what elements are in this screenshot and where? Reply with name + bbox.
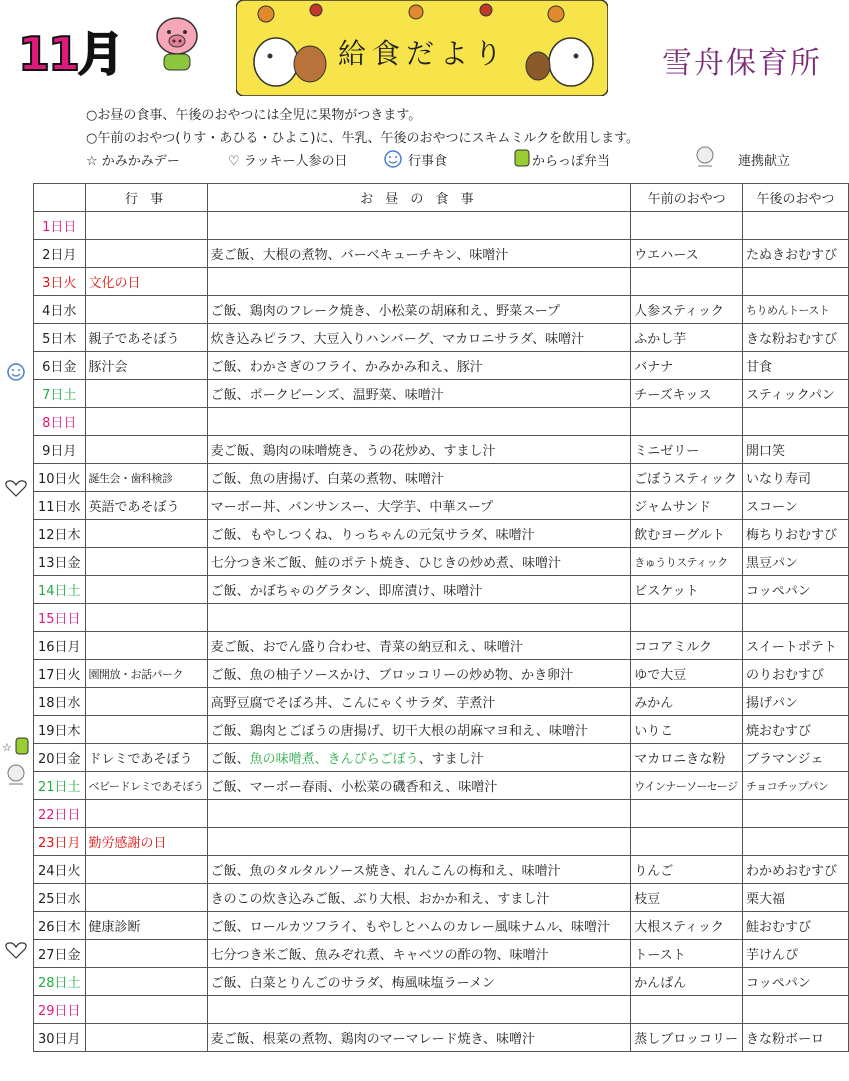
- event-cell: [85, 968, 207, 996]
- table-row: [34, 464, 849, 492]
- linked-menu-icon: [0, 762, 33, 788]
- lunch-cell: [207, 212, 631, 240]
- event-cell: 園開放・お話パーク: [85, 660, 207, 688]
- event-cell: ドレミであそぼう: [85, 744, 207, 772]
- am-snack-cell: ゆで大豆: [631, 660, 743, 688]
- am-snack-cell: マカロニきな粉: [631, 744, 743, 772]
- legend-lucky: ♡ ラッキー人参の日: [228, 154, 348, 169]
- pm-snack-cell: スコーン: [742, 492, 848, 520]
- legend-event-meal: 行事食: [408, 154, 448, 169]
- date-cell: 8日日: [34, 408, 86, 436]
- pm-snack-cell: 栗大福: [742, 884, 848, 912]
- event-cell: 英語であそぼう: [85, 492, 207, 520]
- date-cell: 4日水: [34, 296, 86, 324]
- pm-snack-cell: ブラマンジェ: [742, 744, 848, 772]
- event-cell: 誕生会・歯科検診: [85, 464, 207, 492]
- column-header-date: [34, 184, 86, 212]
- lunch-cell: 麦ご飯、おでん盛り合わせ、青菜の納豆和え、味噌汁: [207, 632, 631, 660]
- date-cell: 22日日: [34, 800, 86, 828]
- table-header-row: [34, 184, 849, 212]
- table-row: [34, 380, 849, 408]
- table-row: [34, 576, 849, 604]
- lunch-cell: ご飯、魚の唐揚げ、白菜の煮物、味噌汁: [207, 464, 631, 492]
- pig-mascot-icon: [150, 14, 204, 74]
- pm-snack-cell: いなり寿司: [742, 464, 848, 492]
- table-row: [34, 828, 849, 856]
- pm-snack-cell: コッペパン: [742, 968, 848, 996]
- date-cell: 3日火: [34, 268, 86, 296]
- page-header: [0, 0, 849, 100]
- lunch-cell: [207, 744, 631, 772]
- pm-snack-cell: 揚げパン: [742, 688, 848, 716]
- date-cell: 26日木: [34, 912, 86, 940]
- table-row: [34, 212, 849, 240]
- event-cell: [85, 576, 207, 604]
- pm-snack-cell: 鮭おむすび: [742, 912, 848, 940]
- pm-snack-cell: 芋けんぴ: [742, 940, 848, 968]
- lunch-text: 、すまし汁: [418, 752, 484, 767]
- am-snack-cell: [631, 604, 743, 632]
- table-row: [34, 296, 849, 324]
- lunch-cell: ご飯、鶏肉とごぼうの唐揚げ、切干大根の胡麻マヨ和え、味噌汁: [207, 716, 631, 744]
- lunchbox-icon: [514, 148, 530, 168]
- am-snack-cell: ミニゼリー: [631, 436, 743, 464]
- pm-snack-cell: [742, 800, 848, 828]
- lunch-cell: 麦ご飯、鶏肉の味噌焼き、うの花炒め、すまし汁: [207, 436, 631, 464]
- lunch-cell: 七分つき米ご飯、魚みぞれ煮、キャベツの酢の物、味噌汁: [207, 940, 631, 968]
- column-header-pm-snack: 午後のおやつ: [742, 184, 848, 212]
- legend-kamikami: ☆ かみかみデー: [86, 154, 180, 169]
- table-row: [34, 884, 849, 912]
- am-snack-cell: ウインナーソーセージ: [631, 772, 743, 800]
- am-snack-cell: ココアミルク: [631, 632, 743, 660]
- lunch-cell: ご飯、鶏肉のフレーク焼き、小松菜の胡麻和え、野菜スープ: [207, 296, 631, 324]
- am-snack-cell: いりこ: [631, 716, 743, 744]
- lunch-cell: きのこの炊き込みご飯、ぶり大根、おかか和え、すまし汁: [207, 884, 631, 912]
- event-cell: [85, 380, 207, 408]
- lunch-text: 魚の味噌煮、きんぴらごぼう: [249, 752, 419, 767]
- legend-linked: 連携献立: [738, 154, 791, 169]
- am-snack-cell: チーズキッス: [631, 380, 743, 408]
- date-cell: 12日木: [34, 520, 86, 548]
- column-header-am-snack: 午前のおやつ: [631, 184, 743, 212]
- lunch-cell: ご飯、かぼちゃのグラタン、即席漬け、味噌汁: [207, 576, 631, 604]
- svg-text:☆: ☆: [2, 741, 12, 754]
- am-snack-cell: ビスケット: [631, 576, 743, 604]
- pm-snack-cell: ちりめんトースト: [742, 296, 848, 324]
- table-row: [34, 436, 849, 464]
- column-header-event: 行 事: [85, 184, 207, 212]
- pm-snack-cell: 甘食: [742, 352, 848, 380]
- date-cell: 20日金: [34, 744, 86, 772]
- date-cell: 27日金: [34, 940, 86, 968]
- pm-snack-cell: [742, 996, 848, 1024]
- date-cell: 19日木: [34, 716, 86, 744]
- menu-table: [33, 183, 849, 1052]
- notes: [86, 104, 639, 150]
- pm-snack-cell: [742, 268, 848, 296]
- lunch-cell: [207, 268, 631, 296]
- date-cell: 16日月: [34, 632, 86, 660]
- table-row: [34, 772, 849, 800]
- lunch-cell: ご飯、白菜とりんごのサラダ、梅風味塩ラーメン: [207, 968, 631, 996]
- am-snack-cell: 大根スティック: [631, 912, 743, 940]
- table-row: [34, 800, 849, 828]
- date-cell: 6日金: [34, 352, 86, 380]
- event-cell: [85, 1024, 207, 1052]
- pm-snack-cell: チョコチップパン: [742, 772, 848, 800]
- lunch-cell: 高野豆腐でそぼろ丼、こんにゃくサラダ、芋煮汁: [207, 688, 631, 716]
- date-cell: 24日火: [34, 856, 86, 884]
- table-row: [34, 996, 849, 1024]
- am-snack-cell: ウエハース: [631, 240, 743, 268]
- date-cell: 17日火: [34, 660, 86, 688]
- table-row: [34, 604, 849, 632]
- am-snack-cell: トースト: [631, 940, 743, 968]
- event-cell: [85, 436, 207, 464]
- note-line: ○お昼の食事、午後のおやつには全児に果物がつきます。: [86, 108, 422, 123]
- lunch-cell: ご飯、ロールカツフライ、もやしとハムのカレー風味ナムル、味噌汁: [207, 912, 631, 940]
- lunch-cell: [207, 996, 631, 1024]
- note-line: ○午前のおやつ(りす・あひる・ひよこ)に、牛乳、午後のおやつにスキムミルクを飲用します。: [86, 131, 640, 146]
- date-cell: 10日火: [34, 464, 86, 492]
- table-row: [34, 688, 849, 716]
- legend: [86, 148, 806, 170]
- lunch-cell: ご飯、魚の柚子ソースかけ、ブロッコリーの炒め物、かき卵汁: [207, 660, 631, 688]
- table-row: [34, 632, 849, 660]
- pm-snack-cell: スイートポテト: [742, 632, 848, 660]
- table-row: [34, 856, 849, 884]
- date-cell: 25日水: [34, 884, 86, 912]
- heart-icon: [0, 478, 33, 498]
- am-snack-cell: ふかし芋: [631, 324, 743, 352]
- lunch-text: ご飯、: [210, 752, 250, 767]
- event-cell: [85, 408, 207, 436]
- table-row: [34, 1024, 849, 1052]
- am-snack-cell: [631, 212, 743, 240]
- am-snack-cell: [631, 408, 743, 436]
- table-row: [34, 912, 849, 940]
- event-cell: [85, 884, 207, 912]
- lunch-cell: 麦ご飯、根菜の煮物、鶏肉のマーマレード焼き、味噌汁: [207, 1024, 631, 1052]
- event-cell: [85, 548, 207, 576]
- event-cell: [85, 212, 207, 240]
- date-cell: 2日月: [34, 240, 86, 268]
- pm-snack-cell: スティックパン: [742, 380, 848, 408]
- date-cell: 7日土: [34, 380, 86, 408]
- date-cell: 28日土: [34, 968, 86, 996]
- legend-bento: からっぽ弁当: [532, 154, 611, 169]
- pm-snack-cell: [742, 604, 848, 632]
- table-row: [34, 352, 849, 380]
- date-cell: 14日土: [34, 576, 86, 604]
- event-cell: [85, 940, 207, 968]
- pm-snack-cell: のりおむすび: [742, 660, 848, 688]
- date-cell: 15日日: [34, 604, 86, 632]
- star-lunchbox-icon: [0, 736, 33, 756]
- table-row: [34, 968, 849, 996]
- lunch-cell: ご飯、マーボー春雨、小松菜の磯香和え、味噌汁: [207, 772, 631, 800]
- pm-snack-cell: きな粉ボーロ: [742, 1024, 848, 1052]
- pm-snack-cell: たぬきおむすび: [742, 240, 848, 268]
- event-cell: [85, 688, 207, 716]
- date-cell: 1日日: [34, 212, 86, 240]
- am-snack-cell: バナナ: [631, 352, 743, 380]
- lunch-cell: [207, 604, 631, 632]
- table-row: [34, 548, 849, 576]
- lunch-cell: ご飯、ポークビーンズ、温野菜、味噌汁: [207, 380, 631, 408]
- pm-snack-cell: [742, 212, 848, 240]
- date-cell: 9日月: [34, 436, 86, 464]
- am-snack-cell: [631, 800, 743, 828]
- school-name: 雪舟保育所: [662, 46, 822, 81]
- lunch-cell: [207, 408, 631, 436]
- event-cell: [85, 296, 207, 324]
- pm-snack-cell: 黒豆パン: [742, 548, 848, 576]
- table-row: [34, 324, 849, 352]
- month-title: 11月: [18, 27, 123, 81]
- date-cell: 30日月: [34, 1024, 86, 1052]
- pm-snack-cell: 焼おむすび: [742, 716, 848, 744]
- table-row: [34, 268, 849, 296]
- smiley-icon: [384, 150, 402, 168]
- event-cell: ベビードレミであそぼう: [85, 772, 207, 800]
- table-row: [34, 408, 849, 436]
- am-snack-cell: ごぼうスティック: [631, 464, 743, 492]
- event-cell: [85, 856, 207, 884]
- am-snack-cell: みかん: [631, 688, 743, 716]
- lunch-cell: [207, 800, 631, 828]
- event-cell: [85, 240, 207, 268]
- lunch-cell: ご飯、わかさぎのフライ、かみかみ和え、豚汁: [207, 352, 631, 380]
- table-row: [34, 240, 849, 268]
- heart-icon: [0, 940, 33, 960]
- pm-snack-cell: [742, 408, 848, 436]
- lunch-cell: 麦ご飯、大根の煮物、バーベキューチキン、味噌汁: [207, 240, 631, 268]
- pm-snack-cell: [742, 828, 848, 856]
- am-snack-cell: [631, 268, 743, 296]
- am-snack-cell: ジャムサンド: [631, 492, 743, 520]
- date-cell: 23日月: [34, 828, 86, 856]
- smiley-icon: [0, 362, 33, 382]
- table-row: [34, 940, 849, 968]
- am-snack-cell: 蒸しブロッコリー: [631, 1024, 743, 1052]
- table-row: [34, 716, 849, 744]
- event-cell: [85, 996, 207, 1024]
- date-cell: 13日金: [34, 548, 86, 576]
- lunch-cell: 七分つき米ご飯、鮭のポテト焼き、ひじきの炒め煮、味噌汁: [207, 548, 631, 576]
- event-cell: [85, 632, 207, 660]
- table-row: [34, 520, 849, 548]
- linked-menu-icon: [692, 144, 718, 170]
- event-cell: 文化の日: [85, 268, 207, 296]
- date-cell: 11日水: [34, 492, 86, 520]
- event-cell: 豚汁会: [85, 352, 207, 380]
- event-cell: [85, 520, 207, 548]
- am-snack-cell: 枝豆: [631, 884, 743, 912]
- event-cell: 健康診断: [85, 912, 207, 940]
- event-cell: [85, 716, 207, 744]
- lunch-cell: 炊き込みピラフ、大豆入りハンバーグ、マカロニサラダ、味噌汁: [207, 324, 631, 352]
- table-row: [34, 492, 849, 520]
- event-cell: [85, 800, 207, 828]
- pm-snack-cell: 梅ちりおむすび: [742, 520, 848, 548]
- pm-snack-cell: コッペパン: [742, 576, 848, 604]
- am-snack-cell: 人参スティック: [631, 296, 743, 324]
- am-snack-cell: [631, 996, 743, 1024]
- event-cell: [85, 604, 207, 632]
- date-cell: 21日土: [34, 772, 86, 800]
- event-cell: 勤労感謝の日: [85, 828, 207, 856]
- date-cell: 5日木: [34, 324, 86, 352]
- pm-snack-cell: わかめおむすび: [742, 856, 848, 884]
- lunch-cell: ご飯、魚のタルタルソース焼き、れんこんの梅和え、味噌汁: [207, 856, 631, 884]
- pm-snack-cell: 開口笑: [742, 436, 848, 464]
- lunch-cell: ご飯、もやしつくね、りっちゃんの元気サラダ、味噌汁: [207, 520, 631, 548]
- event-cell: 親子であそぼう: [85, 324, 207, 352]
- date-cell: 18日水: [34, 688, 86, 716]
- am-snack-cell: りんご: [631, 856, 743, 884]
- table-row: [34, 660, 849, 688]
- am-snack-cell: かんぱん: [631, 968, 743, 996]
- am-snack-cell: きゅうりスティック: [631, 548, 743, 576]
- pm-snack-cell: きな粉おむすび: [742, 324, 848, 352]
- table-row: [34, 744, 849, 772]
- am-snack-cell: [631, 828, 743, 856]
- newsletter-title: 給食だより: [338, 37, 509, 70]
- am-snack-cell: 飲むヨーグルト: [631, 520, 743, 548]
- lunch-cell: マーボー丼、バンサンスー、大学芋、中華スープ: [207, 492, 631, 520]
- lunch-cell: [207, 828, 631, 856]
- date-cell: 29日日: [34, 996, 86, 1024]
- column-header-lunch: お 昼 の 食 事: [207, 184, 631, 212]
